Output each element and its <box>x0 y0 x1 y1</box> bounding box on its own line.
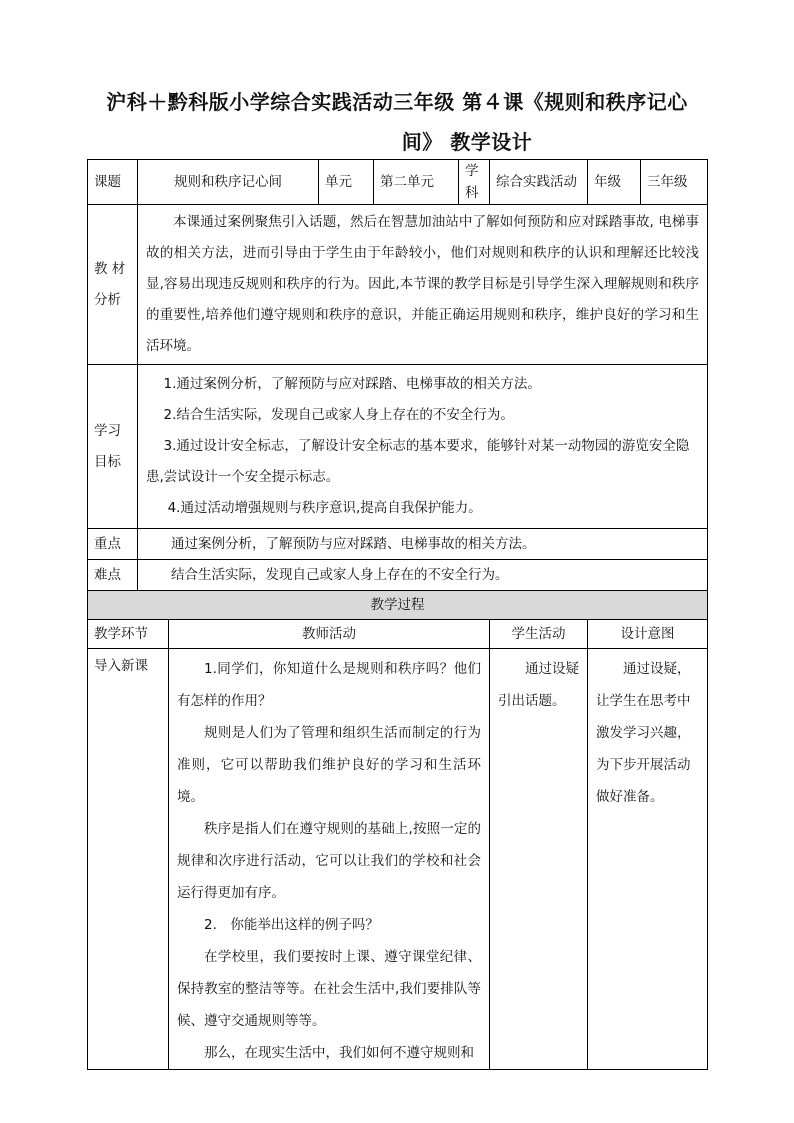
difficulty-row <box>88 560 708 591</box>
material-text: 本课通过案例聚焦引入话题，然后在智慧加油站中了解如何预防和应对踩踏事故, 电梯事故的相关方法，进而引导由于学生由于年龄较小，他们对规则和秩序的认识和理解还比较浅显,容易出现违反规则和秩序的行为。因此,本节课的教学目标是引导学生深入理解规则和秩序的重要性,培养他们遵守规则和秩序的意识，并能正确运用规则和秩序，维护良好的学习和生活环境。 <box>138 205 708 365</box>
col-stage: 教学环节 <box>88 620 169 649</box>
goal-item: 2.结合生活实际，发现自己或家人身上存在的不安全行为。 <box>163 407 514 423</box>
teacher-paragraph: 在学校里，我们要按时上课、遵守课堂纪律、保持教室的整洁等等。在社会生活中,我们要排队等候、遵守交通规则等等。 <box>177 949 481 1029</box>
teacher-paragraph: 那么，在现实生活中，我们如何不遵守规则和 <box>204 1045 474 1061</box>
goals-label: 学习 目标 <box>88 365 138 529</box>
material-row <box>88 205 708 365</box>
lesson-plan-table <box>87 159 708 1070</box>
difficulty-label: 难点 <box>88 560 138 591</box>
process-row <box>88 649 708 1070</box>
stage-name: 导入新课 <box>88 649 169 1070</box>
grade-value: 三年级 <box>641 160 708 205</box>
col-student: 学生活动 <box>490 620 588 649</box>
unit-value: 第二单元 <box>374 160 459 205</box>
student-activity: 通过设疑引出话题。 <box>490 649 588 1070</box>
topic-value: 规则和秩序记心间 <box>138 160 319 205</box>
goal-item: 3.通过设计安全标志，了解设计安全标志的基本要求，能够针对某一动物园的游览安全隐患,尝试设计一个安全提示标志。 <box>146 438 690 485</box>
teacher-activity <box>169 649 490 1070</box>
process-header-row <box>88 620 708 649</box>
subject-label: 学科 <box>459 160 490 205</box>
goal-item: 4.通过活动增强规则与秩序意识,提高自我保护能力。 <box>167 500 482 516</box>
header-row <box>88 160 708 205</box>
teacher-paragraph: 秩序是指人们在遵守规则的基础上,按照一定的规律和次序进行活动，它可以让我们的学校和社会运行得更加有序。 <box>177 821 481 901</box>
teacher-paragraph: 1.同学们，你知道什么是规则和秩序吗？他们有怎样的作用？ <box>177 661 481 709</box>
key-point-row <box>88 529 708 560</box>
material-label: 教 材 分析 <box>88 205 138 365</box>
col-design: 设计意图 <box>588 620 708 649</box>
col-teacher: 教师活动 <box>169 620 490 649</box>
goals-row <box>88 365 708 529</box>
key-point-text: 通过案例分析，了解预防与应对踩踏、电梯事故的相关方法。 <box>138 529 708 560</box>
document-title <box>80 82 714 162</box>
topic-label: 课题 <box>88 160 138 205</box>
unit-label: 单元 <box>319 160 374 205</box>
goal-item: 1.通过案例分析，了解预防与应对踩踏、电梯事故的相关方法。 <box>163 376 541 392</box>
teacher-paragraph: 2. 你能举出这样的例子吗？ <box>204 917 379 933</box>
title-line-1: 沪科＋黔科版小学综合实践活动三年级 第４课《规则和秩序记心 <box>106 90 688 114</box>
goals-list <box>138 365 708 529</box>
process-title-row <box>88 591 708 620</box>
process-title: 教学过程 <box>88 591 708 620</box>
title-line-2: 间》 教学设计 <box>401 130 533 154</box>
grade-label: 年级 <box>588 160 641 205</box>
teacher-paragraph: 规则是人们为了管理和组织生活而制定的行为准则，它可以帮助我们维护良好的学习和生活环境。 <box>177 725 481 805</box>
key-point-label: 重点 <box>88 529 138 560</box>
design-intent: 通过设疑，让学生在思考中激发学习兴趣，为下步开展活动做好准备。 <box>588 649 708 1070</box>
subject-value: 综合实践活动 <box>490 160 588 205</box>
difficulty-text: 结合生活实际，发现自己或家人身上存在的不安全行为。 <box>138 560 708 591</box>
